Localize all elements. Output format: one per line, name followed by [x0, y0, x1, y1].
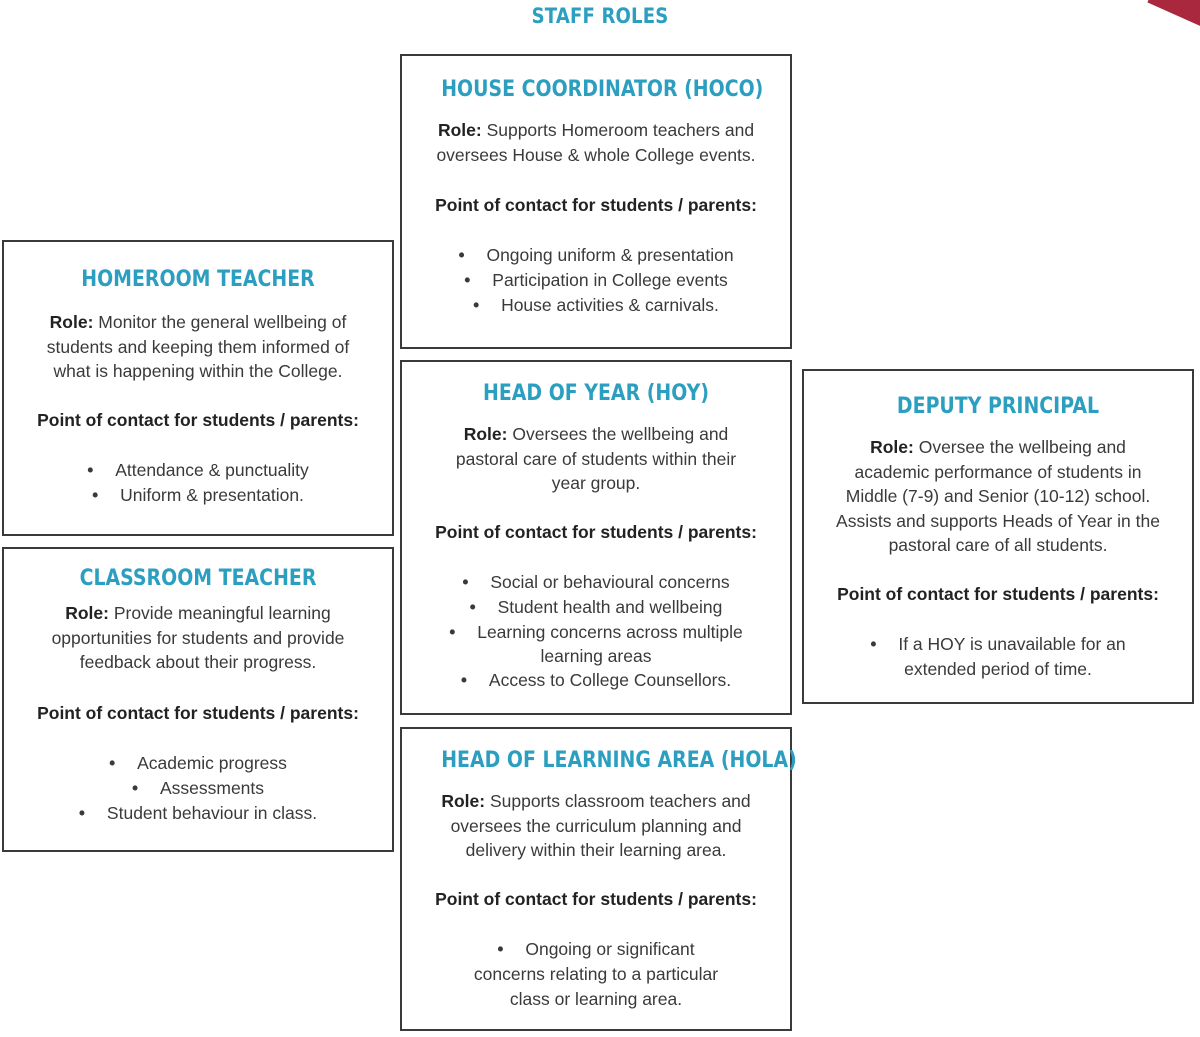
contact-list: [416, 937, 776, 1012]
bullet: •: [109, 752, 116, 773]
point-of-contact-label: Point of contact for students / parents:: [435, 521, 757, 542]
role-prefix: Role:: [65, 603, 109, 623]
role-description: [416, 422, 776, 496]
role-prefix: Role:: [870, 437, 914, 457]
role-card-homeroom-teacher: [2, 240, 394, 536]
bullet: •: [464, 270, 471, 290]
red-band: [1147, 0, 1200, 35]
role-card-classroom-teacher: [2, 547, 394, 852]
role-text: Supports Homeroom teachers and oversees House & whole College events.: [436, 120, 756, 165]
role-text: Oversees the wellbeing and pastoral care of students within their year group.: [455, 424, 737, 493]
role-text: Supports classroom teachers and oversees the curriculum planning and delivery within their learning area.: [450, 791, 751, 860]
bullet: •: [87, 459, 94, 480]
role-description: [416, 118, 776, 167]
role-prefix: Role:: [463, 424, 508, 444]
role-title: HEAD OF LEARNING AREA (HOLA): [441, 748, 797, 773]
point-of-contact-label: Point of contact for students / parents:: [837, 583, 1159, 604]
role-description: [18, 601, 378, 675]
role-title: HOMEROOM TEACHER: [81, 267, 315, 292]
bullet: •: [497, 938, 504, 959]
role-card-head-of-year: [400, 360, 792, 715]
bullet: •: [92, 484, 99, 505]
role-description: [416, 789, 776, 863]
point-of-contact-label: Point of contact for students / parents:: [37, 409, 359, 430]
role-prefix: Role:: [441, 791, 486, 811]
role-card-head-of-learning-area: [400, 727, 797, 1031]
bullet: •: [469, 596, 476, 617]
point-of-contact-label: Point of contact for students / parents:: [37, 702, 359, 723]
list-item: • Ongoing uniform & presentation: [416, 243, 776, 268]
list-item: • House activities & carnivals.: [416, 293, 776, 318]
role-prefix: Role:: [49, 312, 94, 332]
list-item: • Uniform & presentation.: [18, 483, 378, 508]
bullet: •: [78, 802, 86, 823]
list-item: • Access to College Counsellors.: [438, 668, 754, 693]
list-item: • If a HOY is unavailable for an extended period of time.: [870, 633, 1126, 679]
bullet: •: [449, 621, 456, 642]
list-item: • Participation in College events: [416, 268, 776, 293]
list-item: • Social or behavioural concerns: [438, 570, 754, 595]
role-card-deputy-principal: [802, 369, 1194, 704]
role-card-house-coordinator: [400, 54, 792, 349]
contact-list: [18, 458, 378, 508]
point-of-contact-label: Point of contact for students / parents:: [435, 888, 757, 909]
role-title: DEPUTY PRINCIPAL: [896, 394, 1100, 419]
contact-list: [18, 751, 378, 826]
role-title: HOUSE COORDINATOR (HOCO): [441, 77, 764, 102]
page-title: STAFF ROLES: [531, 4, 669, 28]
bullet: •: [462, 571, 469, 592]
contact-list: [818, 632, 1178, 682]
list-item: • Learning concerns across multiple learning areas: [449, 621, 743, 666]
role-title: HEAD OF YEAR (HOY): [483, 381, 709, 406]
list-item: • Student behaviour in class.: [18, 801, 378, 826]
role-description: [18, 310, 378, 384]
role-text: Provide meaningful learning opportunities for students and provide feedback about their progress.: [51, 603, 345, 672]
role-description: [818, 435, 1178, 558]
point-of-contact-label: Point of contact for students / parents:: [435, 195, 757, 215]
list-item: • Student health and wellbeing: [438, 595, 754, 620]
bullet: •: [460, 669, 468, 690]
list-item: • Attendance & punctuality: [18, 458, 378, 483]
bullet: •: [870, 633, 877, 654]
bullet: •: [458, 245, 465, 265]
bullet: •: [473, 295, 480, 315]
list-item: • Academic progress: [18, 751, 378, 776]
role-text: Monitor the general wellbeing of students and keeping them informed of what is happening within the College.: [46, 312, 350, 381]
role-prefix: Role:: [437, 120, 482, 140]
list-item: • Ongoing or significant concerns relating to a particular class or learning area.: [473, 938, 719, 1009]
bullet: •: [131, 777, 139, 798]
role-text: Oversee the wellbeing and academic performance of students in Middle (7-9) and Senior (10-12) school. Assists and supports Heads of Year in the pastoral care of all students.: [836, 437, 1160, 555]
contact-list: [416, 243, 776, 318]
list-item: • Assessments: [18, 776, 378, 801]
contact-list: [416, 570, 776, 693]
role-title: CLASSROOM TEACHER: [79, 566, 317, 591]
